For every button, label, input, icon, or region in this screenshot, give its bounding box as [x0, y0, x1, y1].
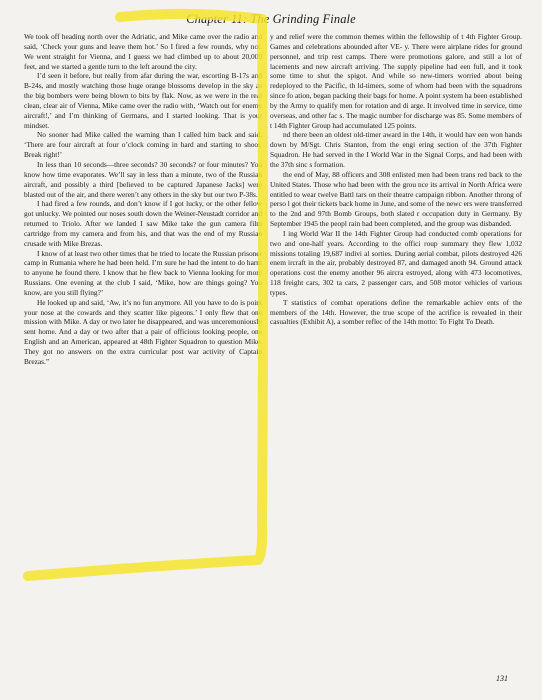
paragraph: T statistics of combat operations define the remarkable achiev ents of the members of the 14th. However, the true scope of the acrifice is revealed in their casualties (Exhibit A), a somber reflec of the 14th motto: To Fight To Death. [270, 297, 522, 327]
paragraph: nd there been an oldest old-timer award in the 14th, it would hav een won hands down by M/Sgt. Chris Stanton, from the engi ering section of the 37th Fighter Squadron. He had served in the I World War in the Signal Corps, and had been with the 37th sinc s formation. [270, 130, 522, 169]
paragraph: No sooner had Mike called the warning than I called him back and said, ‘There are four aircraft at four o’clock coming in hard and starting to shoot. Break right!’ [24, 130, 262, 160]
paragraph: He looked up and said, ‘Aw, it’s no fun anymore. All you have to do is point your nose at the cowards and they scatter like pigeons.’ I only flew that one mission with Mike. A day or two later he disappeared, and was unceremoniously sent home. And a day or two after that a pair of officious looking people, one English and an American, appeared at 48th Fighter Squadron to question Mike. They got no answers on the extra curricular post war activity of Captain Brezas.” [24, 297, 262, 366]
left-column [24, 32, 262, 367]
paragraph: I know of at least two other times that he tried to locate the Russian prisoner camp in Rumania where he had been held. I’m sure he had the intent to do harm to anyone he found there. I know that he flew back to Vienna looking for more Russians. One evening at the club I said, ‘Mike, how are things going? You know, are you still flying?’ [24, 248, 262, 297]
paragraph: y and relief were the common themes within the fellowship of t 4th Fighter Group. Games and celebrations abounded after VE- y. There were airplane rides for ground personnel, and trip rest camps. There were promotions galore, and still a lot of lacements and new aircraft arriving. The supply pipeline had een full, and it took some time to shut the spigot. And while so new-timers worried about being redeployed to the Pacific, th ld-timers, some of whom had been with the squadrons since fo ation, began packing their bags for home. A point system ha been established by the Army to qualify men for rotation and di arge. It involved time in service, time overseas, and other fac s. The magic number for discharge was 85. Some members of t 14th Fighter Group had accumulated 125 points. [270, 32, 522, 130]
chapter-header: Chapter 11: The Grinding Finale [186, 12, 356, 26]
page-number: 131 [496, 674, 508, 683]
paragraph: In less than 10 seconds—three seconds? 30 seconds? or four minutes? You know how time evaporates. We’ll say in less than a minute, two of the Russian aircraft, and possibly a third [believed to be captured Japanese Jacks] were blasted out of the air, and there weren’t any others in the sky but our two P-38s. [24, 159, 262, 199]
paragraph: I had fired a few rounds, and don’t know if I got lucky, or the other fellow got unlucky. We pointed our noses south down the Weiner-Neustadt corridor and returned to Triolo. After we landed I saw Mike take the gun camera film cartridge from my camera and from his, and that was the end of my Russian crusade with Mike Brezas. [24, 199, 262, 248]
right-column [270, 32, 522, 327]
paragraph: I ing World War II the 14th Fighter Group had conducted comb operations for two and one-half years. According to the offici roup summary they flew 1,032 missions totaling 19,687 indivi al sorties. During aerial combat, pilots destroyed 426 enem ircraft in the air, probably destroyed 87, and damaged anoth 94. Ground attack operations cost the enemy another 96 aircra estroyed, along with 473 locomotives, 118 freight cars, 302 ta cars, 2 passenger cars, and 508 motor vehicles of various types. [270, 228, 522, 297]
paragraph: the end of May, 88 officers and 308 enlisted men had been trans red back to the United States. Those who had been with the grou nce its arrival in North Africa were entitled to wear twelve Battl tars on their theatre campaign ribbon. Another throng of perso l got their tickets back home in June, and some of the newc ers were transferred to the 2nd and 97th Bomb Groups, both slated r occupation duty in Germany. By September 1945 the peopl rain had been completed, and the group was disbanded. [270, 169, 522, 229]
paragraph: I’d seen it before, but really from afar during the war, escorting B-17s and B-24s, and mostly watching those huge orange blossoms develop in the sky as the big bombers were being blown to bits by flak. Now, as we were in the real clean, clear air of Vienna, Mike came over the radio with, ‘Watch out for enemy aircraft!,’ and I’m thinking of Germans, and I started looking. That is your mindset. [24, 71, 262, 130]
paragraph: We took off heading north over the Adriatic, and Mike came over the radio and said, ‘Check your guns and leave them hot.’ So I fired a few rounds, why not. We went straight for Vienna, and I guess we had climbed up to about 20,000 feet, and we started a gentle turn to the left around the city. [24, 32, 262, 71]
